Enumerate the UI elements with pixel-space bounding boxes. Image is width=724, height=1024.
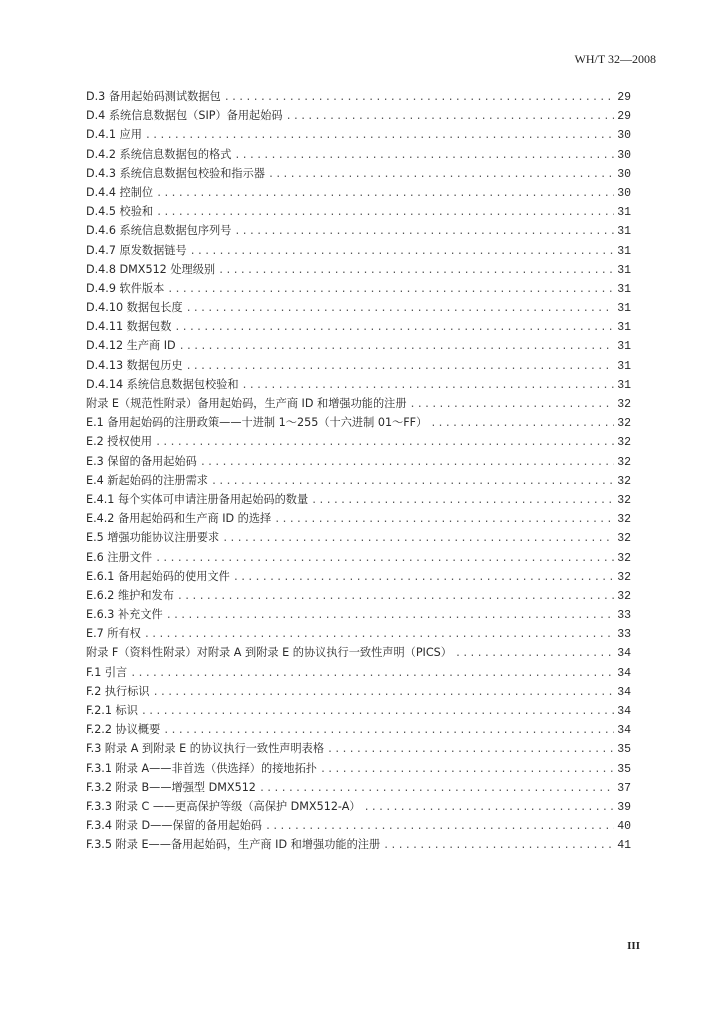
toc-entry-page: 30 [617, 186, 631, 200]
toc-entry-title: 附录 E（规范性附录）备用起始码，生产商 ID 和增强功能的注册 [86, 397, 407, 410]
dot-leader [327, 740, 614, 759]
dot-leader [166, 606, 614, 625]
toc-entry-title: D.4.9 软件版本 [86, 281, 165, 295]
dot-leader [218, 261, 614, 280]
dot-leader [177, 587, 614, 606]
toc-entry-title: D.4.4 控制位 [86, 185, 154, 199]
toc-entry[interactable] [86, 452, 631, 471]
dot-leader [259, 779, 614, 798]
dot-leader [233, 568, 614, 587]
toc-entry-title: D.4.14 系统信息数据包校验和 [86, 377, 239, 391]
toc-entry[interactable] [86, 490, 631, 509]
dot-leader [383, 836, 614, 855]
toc-entry-title: F.1 引言 [86, 665, 128, 679]
toc-entry-title: D.4.3 系统信息数据包校验和指示器 [86, 166, 265, 180]
table-of-contents [86, 87, 631, 855]
toc-entry-page: 39 [617, 800, 631, 814]
toc-entry[interactable] [86, 125, 631, 144]
toc-entry-page: 32 [617, 570, 631, 584]
toc-entry-page: 31 [617, 378, 631, 392]
toc-entry[interactable] [86, 145, 631, 164]
toc-entry-page: 34 [617, 666, 631, 680]
toc-entry-page: 32 [617, 513, 631, 527]
toc-entry[interactable] [86, 701, 631, 720]
toc-entry-page: 31 [617, 244, 631, 258]
dot-leader [234, 146, 614, 165]
toc-entry-title: D.4.2 系统信息数据包的格式 [86, 147, 232, 161]
dot-leader [234, 222, 614, 241]
toc-entry-page: 37 [617, 781, 631, 795]
toc-entry[interactable] [86, 375, 631, 394]
dot-leader [430, 414, 614, 433]
toc-entry-title: E.4 新起始码的注册需求 [86, 473, 208, 487]
toc-entry[interactable] [86, 471, 631, 490]
toc-entry-page: 41 [617, 839, 631, 853]
toc-entry-page: 31 [617, 302, 631, 316]
dot-leader [186, 357, 615, 376]
toc-entry[interactable] [86, 797, 631, 816]
toc-entry[interactable] [86, 548, 631, 567]
toc-entry-title: F.2 执行标识 [86, 684, 150, 698]
toc-entry[interactable] [86, 643, 631, 662]
toc-entry-page: 33 [617, 628, 631, 642]
toc-entry-page: 33 [617, 609, 631, 623]
toc-entry-page: 31 [617, 225, 631, 239]
toc-entry[interactable] [86, 298, 631, 317]
toc-entry[interactable] [86, 202, 631, 221]
dot-leader [286, 107, 615, 126]
toc-entry-page: 31 [617, 340, 631, 354]
dot-leader [155, 549, 614, 568]
toc-entry-page: 35 [617, 762, 631, 776]
toc-entry-page: 34 [617, 724, 631, 738]
dot-leader [156, 203, 614, 222]
toc-entry-title: F.2.2 协议概要 [86, 723, 161, 737]
toc-entry-page: 29 [617, 110, 631, 124]
toc-entry[interactable] [86, 528, 631, 547]
dot-leader [242, 376, 615, 395]
toc-entry-page: 30 [617, 167, 631, 181]
toc-entry[interactable] [86, 183, 631, 202]
toc-entry[interactable] [86, 509, 631, 528]
toc-entry-page: 32 [617, 417, 631, 431]
toc-entry[interactable] [86, 605, 631, 624]
toc-entry-title: E.6.2 维护和发布 [86, 588, 174, 602]
document-id-header: WH/T 32—2008 [574, 52, 656, 66]
dot-leader [186, 299, 615, 318]
toc-entry-title: D.4.13 数据包历史 [86, 358, 183, 372]
toc-entry-title: E.3 保留的备用起始码 [86, 454, 197, 468]
toc-entry-page: 32 [617, 436, 631, 450]
toc-entry[interactable] [86, 164, 631, 183]
toc-entry[interactable] [86, 835, 631, 854]
dot-leader [145, 126, 614, 145]
toc-entry[interactable] [86, 816, 631, 835]
dot-leader [144, 625, 614, 644]
toc-entry-title: F.3.2 附录 B——增强型 DMX512 [86, 780, 256, 794]
toc-entry-title: F.3.1 附录 A——非首选（供选择）的接地拓扑 [86, 761, 317, 775]
toc-entry-page: 32 [617, 474, 631, 488]
dot-leader [200, 453, 614, 472]
toc-entry-page: 32 [617, 551, 631, 565]
toc-entry-title: D.4.7 原发数据链号 [86, 243, 187, 257]
toc-entry[interactable] [86, 432, 631, 451]
dot-leader [174, 318, 614, 337]
toc-entry[interactable] [86, 413, 631, 432]
toc-entry-page: 31 [617, 359, 631, 373]
dot-leader [311, 491, 614, 510]
toc-entry-title: D.4.12 生产商 ID [86, 339, 176, 353]
toc-entry-title: D.4.10 数据包长度 [86, 301, 183, 315]
dot-leader [163, 721, 614, 740]
toc-entry-title: E.4.1 每个实体可申请注册备用起始码的数量 [86, 492, 309, 506]
dot-leader [155, 433, 614, 452]
toc-entry-title: D.4.11 数据包数 [86, 320, 172, 334]
toc-entry-page: 29 [617, 91, 631, 104]
dot-leader [364, 798, 615, 817]
toc-entry-title: F.3 附录 A 到附录 E 的协议执行一致性声明表格 [86, 742, 325, 756]
dot-leader [179, 337, 615, 356]
toc-entry-page: 40 [617, 820, 631, 834]
toc-entry-page: 32 [617, 532, 631, 546]
dot-leader [222, 529, 614, 548]
toc-entry-page: 30 [617, 148, 631, 162]
toc-entry-title: D.4.1 应用 [86, 128, 142, 142]
toc-entry[interactable] [86, 759, 631, 778]
toc-entry-title: E.7 所有权 [86, 627, 141, 641]
dot-leader [320, 760, 614, 779]
page-number: III [627, 940, 640, 952]
dot-leader [190, 242, 615, 261]
toc-entry-page: 35 [617, 743, 631, 757]
toc-entry-title: D.4.5 校验和 [86, 205, 154, 219]
toc-entry-page: 32 [617, 493, 631, 507]
toc-entry[interactable] [86, 356, 631, 375]
dot-leader [211, 472, 614, 491]
toc-entry[interactable] [86, 567, 631, 586]
toc-entry-page: 32 [617, 398, 631, 411]
toc-entry-title: E.6 注册文件 [86, 550, 153, 564]
toc-entry-title: F.3.5 附录 E——备用起始码，生产商 ID 和增强功能的注册 [86, 838, 381, 852]
toc-entry[interactable] [86, 279, 631, 298]
dot-leader [455, 644, 614, 663]
toc-entry-page: 34 [617, 705, 631, 718]
toc-entry-page: 31 [617, 206, 631, 220]
toc-entry[interactable] [86, 106, 631, 125]
toc-entry-title: E.4.2 备用起始码和生产商 ID 的选择 [86, 512, 272, 526]
toc-entry[interactable] [86, 586, 631, 605]
toc-entry[interactable] [86, 663, 631, 682]
dot-leader [274, 510, 614, 529]
dot-leader [224, 88, 614, 107]
toc-entry-title: E.5 增强功能协议注册要求 [86, 531, 220, 545]
toc-entry[interactable] [86, 682, 631, 701]
toc-entry-page: 31 [617, 282, 631, 296]
toc-entry-page: 32 [617, 455, 631, 469]
dot-leader [265, 817, 614, 836]
toc-entry-page: 34 [617, 647, 631, 661]
toc-entry[interactable] [86, 221, 631, 240]
dot-leader [141, 702, 614, 721]
toc-entry-title: D.4 系统信息数据包（SIP）备用起始码 [86, 109, 283, 123]
dot-leader [153, 683, 615, 702]
toc-entry-page: 31 [617, 263, 631, 277]
toc-entry-title: F.3.3 附录 C ——更高保护等级（高保护 DMX512-A） [86, 799, 361, 813]
dot-leader [268, 165, 614, 184]
toc-entry-title: D.4.6 系统信息数据包序列号 [86, 224, 232, 238]
dot-leader [130, 664, 614, 683]
dot-leader [410, 395, 615, 414]
toc-entry[interactable] [86, 720, 631, 739]
toc-entry-title: E.6.3 补充文件 [86, 608, 163, 622]
toc-entry[interactable] [86, 241, 631, 260]
toc-entry[interactable] [86, 336, 631, 355]
toc-entry[interactable] [86, 394, 631, 413]
toc-entry-title: F.2.1 标识 [86, 704, 138, 717]
toc-entry-title: E.1 备用起始码的注册政策——十进制 1～255（十六进制 01～FF） [86, 416, 428, 430]
toc-entry[interactable] [86, 260, 631, 279]
toc-entry-title: F.3.4 附录 D——保留的备用起始码 [86, 819, 262, 833]
toc-entry-title: E.2 授权使用 [86, 435, 153, 449]
toc-entry[interactable] [86, 87, 631, 106]
toc-entry-title: E.6.1 备用起始码的使用文件 [86, 569, 230, 583]
toc-entry[interactable] [86, 778, 631, 797]
dot-leader [156, 184, 614, 203]
dot-leader [167, 280, 614, 299]
toc-entry-page: 34 [617, 685, 631, 699]
toc-entry[interactable] [86, 739, 631, 758]
toc-entry-page: 31 [617, 321, 631, 335]
toc-entry-page: 32 [617, 589, 631, 603]
toc-entry-title: D.3 备用起始码测试数据包 [86, 90, 221, 103]
toc-entry[interactable] [86, 317, 631, 336]
toc-entry-title: D.4.8 DMX512 处理级别 [86, 262, 216, 276]
toc-entry-page: 30 [617, 129, 631, 143]
toc-entry[interactable] [86, 624, 631, 643]
toc-entry-title: 附录 F（资料性附录）对附录 A 到附录 E 的协议执行一致性声明（PICS） [86, 646, 452, 660]
